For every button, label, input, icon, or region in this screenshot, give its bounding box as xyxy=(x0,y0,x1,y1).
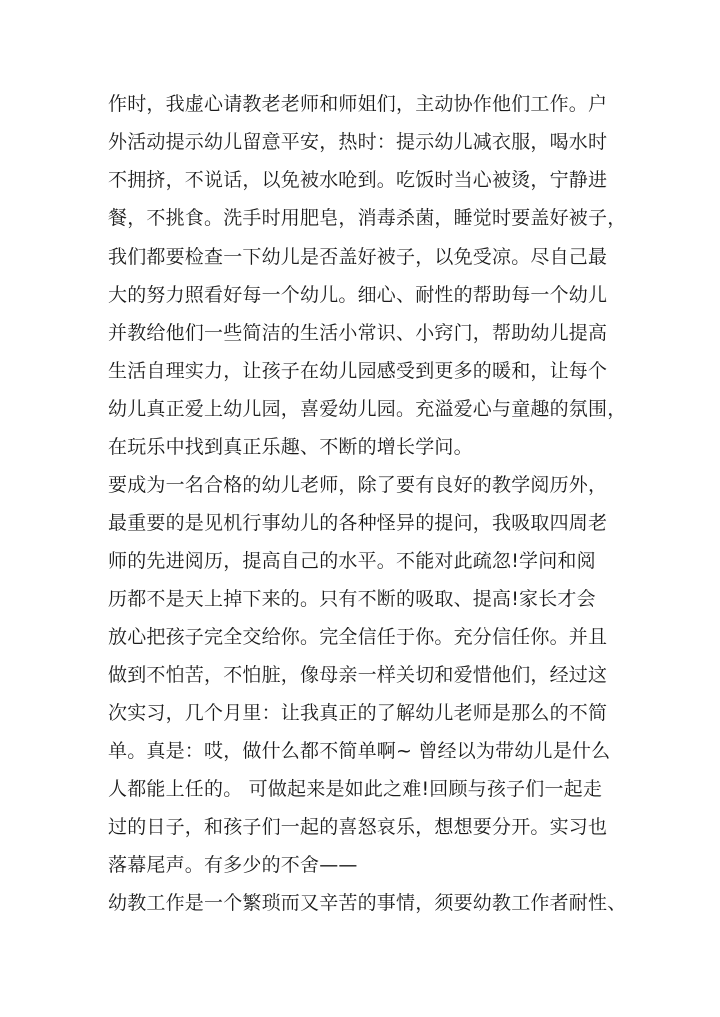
text-line-7: 并教给他们一些简洁的生活小常识、小窍门，帮助幼儿提高 xyxy=(108,322,608,344)
text-line-15: 放心把孩子完全交给你。完全信任于你。充分信任你。并且 xyxy=(108,626,608,648)
text-line-13: 师的先进阅历，提高自己的水平。不能对此疏忽!学问和阅 xyxy=(108,550,596,572)
text-line-19: 人都能上任的。 可做起来是如此之难!回顾与孩子们一起走 xyxy=(108,778,603,800)
text-line-4: 餐，不挑食。洗手时用肥皂，消毒杀菌，睡觉时要盖好被子， xyxy=(108,207,627,229)
text-line-11: 要成为一名合格的幼儿老师，除了要有良好的教学阅历外， xyxy=(108,474,608,496)
text-line-3: 不拥挤，不说话，以免被水呛到。吃饭时当心被烫，宁静进 xyxy=(108,169,608,191)
text-line-21: 落幕尾声。有多少的不舍—— xyxy=(108,854,358,876)
text-line-2: 外活动提示幼儿留意平安，热时：提示幼儿减衣服，喝水时 xyxy=(108,131,608,153)
text-line-14: 历都不是天上掉下来的。只有不断的吸取、提高!家长才会 xyxy=(108,588,596,610)
text-line-9: 幼儿真正爱上幼儿园，喜爱幼儿园。充溢爱心与童趣的氛围， xyxy=(108,398,627,420)
text-line-1: 作时，我虚心请教老老师和师姐们，主动协作他们工作。户 xyxy=(108,93,608,115)
text-line-8: 生活自理实力，让孩子在幼儿园感受到更多的暖和，让每个 xyxy=(108,360,608,382)
text-line-12: 最重要的是见机行事幼儿的各种怪异的提问，我吸取四周老 xyxy=(108,512,608,534)
text-line-5: 我们都要检查一下幼儿是否盖好被子，以免受凉。尽自己最 xyxy=(108,246,608,268)
text-line-20: 过的日子，和孩子们一起的喜怒哀乐，想想要分开。实习也 xyxy=(108,816,608,838)
text-line-18: 单。真是：哎，做什么都不简单啊~ 曾经以为带幼儿是什么 xyxy=(108,740,611,762)
text-line-6: 大的努力照看好每一个幼儿。细心、耐性的帮助每一个幼儿 xyxy=(108,284,608,306)
text-line-16: 做到不怕苦，不怕脏，像母亲一样关切和爱惜他们，经过这 xyxy=(108,664,608,686)
text-line-10: 在玩乐中找到真正乐趣、不断的增长学问。 xyxy=(108,436,473,458)
text-line-22: 幼教工作是一个繁琐而又辛苦的事情，须要幼教工作者耐性、 xyxy=(108,892,627,914)
text-line-17: 次实习，几个月里：让我真正的了解幼儿老师是那么的不简 xyxy=(108,702,608,724)
